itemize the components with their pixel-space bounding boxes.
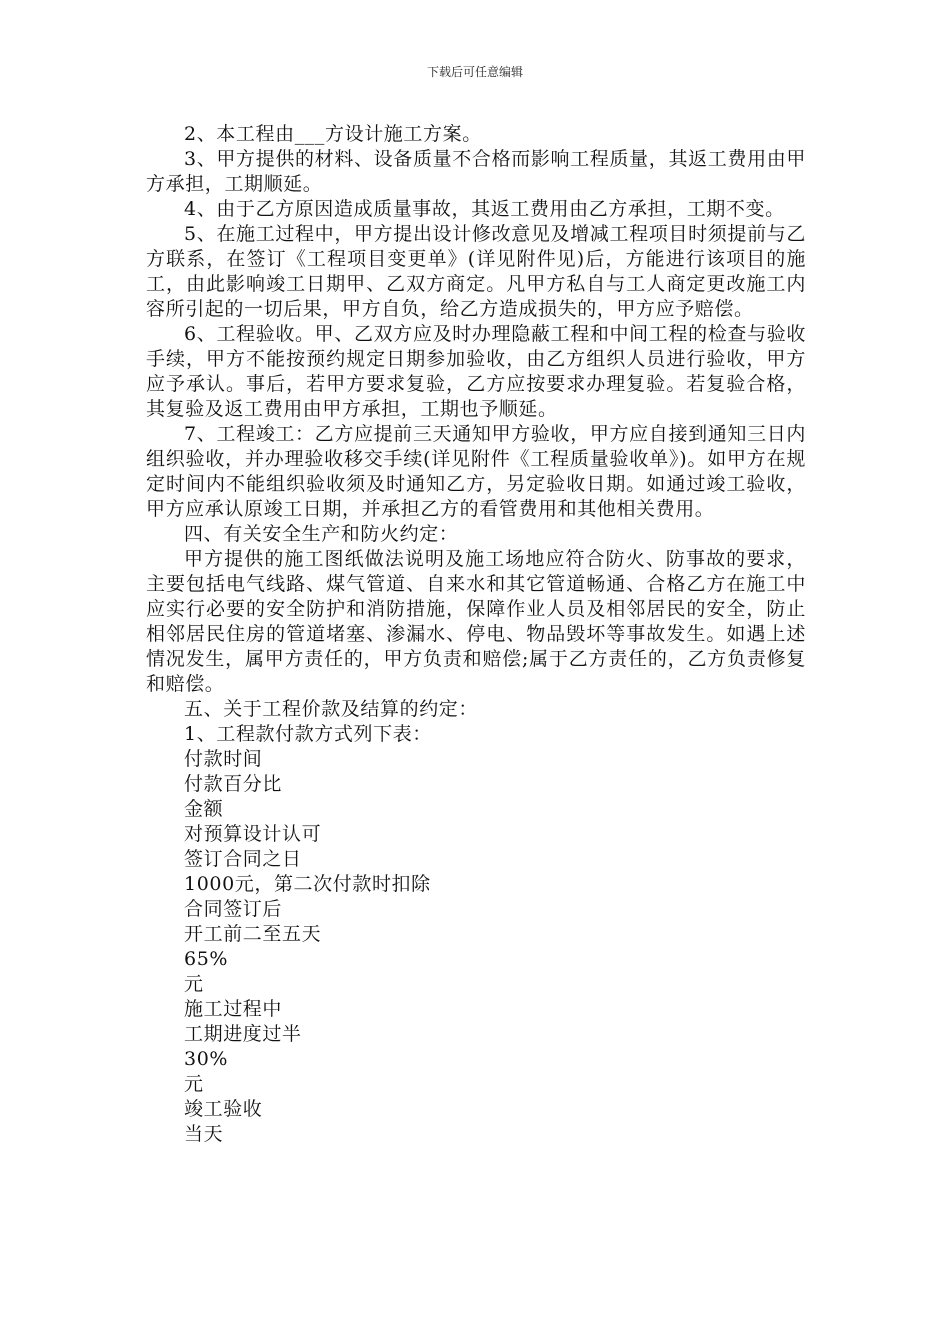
table-cell: 开工前二至五天	[184, 923, 322, 945]
page-header: 下载后可任意编辑	[426, 65, 523, 79]
table-cell: 金额	[184, 798, 224, 820]
table-cell: 付款时间	[184, 748, 263, 770]
table-cell: 对预算设计认可	[184, 823, 322, 845]
clause-3-materials: 3、甲方提供的材料、设备质量不合格而影响工程质量，其返工费用由甲方承担，工期顺延。	[146, 148, 806, 195]
table-cell: 65%	[184, 948, 229, 970]
table-cell: 合同签订后	[184, 898, 283, 920]
clause-4-quality-accident: 4、由于乙方原因造成质量事故，其返工费用由乙方承担，工期不变。	[184, 198, 785, 220]
table-cell: 付款百分比	[184, 773, 283, 795]
table-cell: 1000元，第二次付款时扣除	[184, 873, 431, 895]
document-body	[146, 122, 806, 1147]
clause-7-completion: 7、工程竣工：乙方应提前三天通知甲方验收，甲方应自接到通知三日内组织验收，并办理验收移交手续(详见附件《工程质量验收单》)。如甲方在规定时间内不能组织验收须及时通知乙方，另定验收日期。如通过竣工验收，甲方应承认原竣工日期，并承担乙方的看管费用和其他相关费用。	[146, 423, 806, 520]
section-4-heading: 四、有关安全生产和防火约定：	[184, 523, 459, 545]
safety-fire-paragraph: 甲方提供的施工图纸做法说明及施工场地应符合防火、防事故的要求，主要包括电气线路、煤气管道、自来水和其它管道畅通、合格乙方在施工中应实行必要的安全防护和消防措施，保障作业人员及相邻居民的安全，防止相邻居民住房的管道堵塞、渗漏水、停电、物品毁坏等事故发生。如遇上述情况发生，属甲方责任的，甲方负责和赔偿;属于乙方责任的，乙方负责修复和赔偿。	[146, 548, 806, 695]
clause-2-design: 2、本工程由___方设计施工方案。	[184, 123, 482, 145]
section-5-heading: 五、关于工程价款及结算的约定：	[184, 698, 479, 720]
payment-table	[146, 747, 806, 1147]
table-cell: 竣工验收	[184, 1098, 263, 1120]
clause-6-inspection: 6、工程验收。甲、乙双方应及时办理隐蔽工程和中间工程的检查与验收手续，甲方不能按预约规定日期参加验收，由乙方组织人员进行验收，甲方应予承认。事后，若甲方要求复验，乙方应按要求办理复验。若复验合格，其复验及返工费用由甲方承担，工期也予顺延。	[146, 323, 806, 420]
clause-5-design-changes: 5、在施工过程中，甲方提出设计修改意见及增减工程项目时须提前与乙方联系，在签订《工程项目变更单》(详见附件见)后，方能进行该项目的施工，由此影响竣工日期甲、乙双方商定。凡甲方私自与工人商定更改施工内容所引起的一切后果，甲方自负，给乙方造成损失的，甲方应予赔偿。	[146, 223, 806, 320]
table-cell: 施工过程中	[184, 998, 283, 1020]
table-cell: 元	[184, 973, 204, 995]
table-cell: 当天	[184, 1123, 224, 1145]
table-cell: 元	[184, 1073, 204, 1095]
table-cell: 工期进度过半	[184, 1023, 302, 1045]
payment-table-intro: 1、工程款付款方式列下表：	[184, 723, 432, 745]
table-cell: 30%	[184, 1048, 229, 1070]
table-cell: 签订合同之日	[184, 848, 302, 870]
